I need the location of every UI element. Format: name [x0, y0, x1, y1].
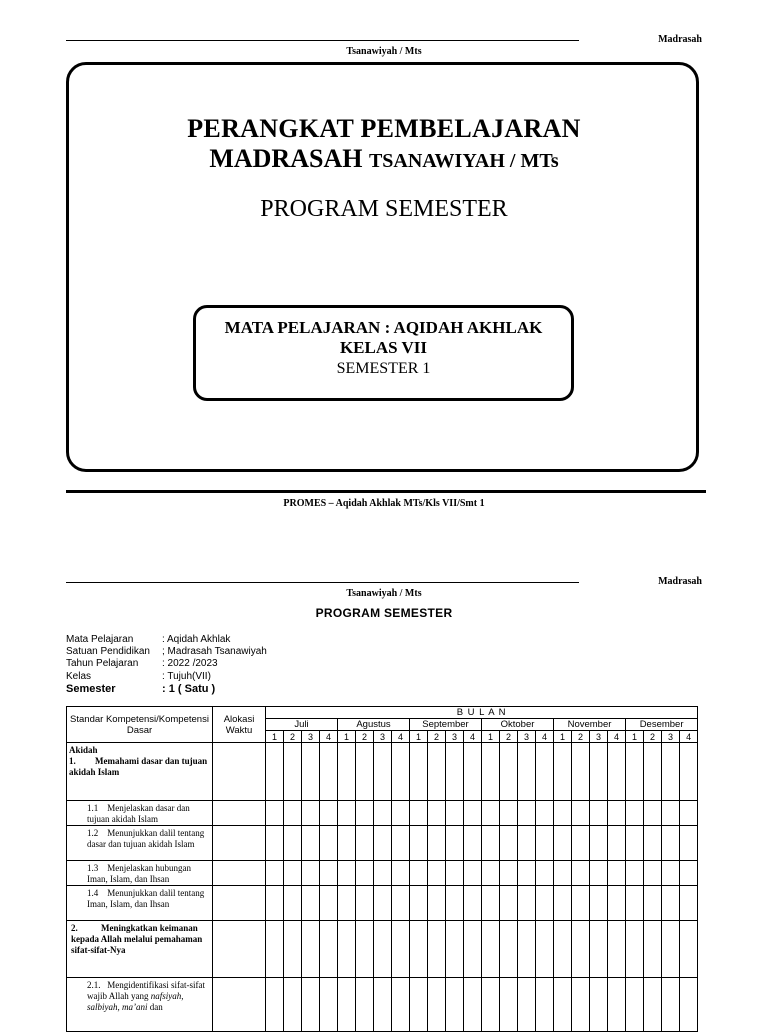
week-cell [536, 826, 554, 861]
info-value: : Aqidah Akhlak [162, 634, 231, 645]
week-cell [338, 861, 356, 886]
week-cell [608, 743, 626, 801]
competency-cell [67, 743, 213, 801]
week-cell [374, 743, 392, 801]
info-label: Mata Pelajaran [66, 634, 134, 645]
week-cell [356, 861, 374, 886]
week-cell [356, 826, 374, 861]
table-row [67, 801, 698, 826]
week-cell [302, 743, 320, 801]
week-cell [554, 743, 572, 801]
class-line: KELAS VII [339, 338, 428, 357]
week-header: 1 [266, 731, 284, 743]
week-cell [374, 886, 392, 921]
week-cell [446, 861, 464, 886]
week-cell [680, 743, 698, 801]
competency-cell [67, 978, 213, 1032]
week-header: 1 [626, 731, 644, 743]
week-header: 4 [320, 731, 338, 743]
week-cell [536, 861, 554, 886]
cover-title-line1: PERANGKAT PEMBELAJARAN [187, 114, 581, 143]
week-cell [284, 743, 302, 801]
week-cell [482, 826, 500, 861]
week-cell [428, 886, 446, 921]
week-cell [302, 801, 320, 826]
info-label: Semester [66, 682, 116, 695]
week-cell [518, 801, 536, 826]
week-cell [572, 861, 590, 886]
cover-title-madrasah: MADRASAH [209, 144, 363, 173]
week-cell [392, 743, 410, 801]
week-cell [338, 826, 356, 861]
week-cell [446, 826, 464, 861]
week-cell [482, 886, 500, 921]
week-cell [500, 861, 518, 886]
kd-number: 1.4 [87, 888, 99, 898]
week-cell [482, 978, 500, 1032]
week-cell [446, 801, 464, 826]
week-cell [302, 978, 320, 1032]
week-cell [662, 826, 680, 861]
week-cell [500, 921, 518, 978]
col-alokasi-waktu: Alokasi Waktu [213, 707, 266, 743]
week-cell [428, 743, 446, 801]
week-cell [410, 826, 428, 861]
week-cell [590, 826, 608, 861]
week-cell [374, 826, 392, 861]
week-cell [428, 801, 446, 826]
week-header: 3 [374, 731, 392, 743]
week-cell [608, 861, 626, 886]
week-cell [374, 921, 392, 978]
week-cell [302, 921, 320, 978]
week-cell [680, 861, 698, 886]
week-cell [356, 886, 374, 921]
week-cell [536, 743, 554, 801]
week-cell [446, 978, 464, 1032]
week-cell [464, 801, 482, 826]
week-cell [518, 921, 536, 978]
week-cell [572, 921, 590, 978]
week-cell [608, 826, 626, 861]
week-cell [464, 743, 482, 801]
week-cell [626, 921, 644, 978]
week-header: 3 [662, 731, 680, 743]
week-cell [320, 921, 338, 978]
week-cell [644, 921, 662, 978]
week-cell [266, 886, 284, 921]
month-header: Oktober [482, 719, 554, 731]
week-header: 3 [302, 731, 320, 743]
week-cell [446, 886, 464, 921]
week-cell [392, 886, 410, 921]
info-value: : 2022 /2023 [162, 658, 218, 670]
cover-title-tsanawiyah: TSANAWIYAH / MTs [368, 150, 559, 172]
week-cell [284, 861, 302, 886]
week-cell [680, 801, 698, 826]
week-cell [410, 861, 428, 886]
week-cell [680, 886, 698, 921]
week-cell [572, 978, 590, 1032]
header-rule [66, 40, 579, 41]
week-cell [446, 921, 464, 978]
week-cell [410, 921, 428, 978]
week-cell [338, 801, 356, 826]
week-cell [500, 978, 518, 1032]
week-cell [338, 978, 356, 1032]
week-header: 2 [356, 731, 374, 743]
cover-program-semester: PROGRAM SEMESTER [260, 196, 508, 222]
kd-text: Menunjukkan dalil tentang Iman, Islam, dan Ihsan [87, 888, 205, 909]
week-cell [266, 826, 284, 861]
footer-rule [66, 490, 706, 493]
schedule-table [66, 706, 698, 1032]
week-header: 4 [680, 731, 698, 743]
week-cell [338, 743, 356, 801]
week-cell [572, 826, 590, 861]
week-cell [392, 826, 410, 861]
week-cell [338, 886, 356, 921]
col-bulan: B U L A N [266, 707, 698, 719]
week-cell [374, 978, 392, 1032]
week-cell [572, 886, 590, 921]
week-cell [626, 861, 644, 886]
week-header: 1 [554, 731, 572, 743]
cover-title-line2 [0, 144, 768, 174]
week-header: 4 [392, 731, 410, 743]
semester-line: SEMESTER 1 [336, 360, 431, 377]
kd-text-end: dan [149, 1002, 163, 1012]
week-cell [626, 743, 644, 801]
week-cell [644, 886, 662, 921]
week-cell [410, 886, 428, 921]
week-cell [374, 801, 392, 826]
week-cell [644, 743, 662, 801]
table-row [67, 826, 698, 861]
header-tsanawiyah: Tsanawiyah / Mts [346, 46, 422, 57]
header-madrasah: Madrasah [658, 34, 702, 45]
competency-cell [67, 921, 213, 978]
alokasi-cell [213, 801, 266, 826]
info-value: : Tujuh(VII) [162, 670, 211, 682]
week-cell [554, 886, 572, 921]
kd-text: Menunjukkan dalil tentang dasar dan tujuan akidah Islam [87, 828, 205, 849]
week-cell [428, 921, 446, 978]
kd-number: 1.3 [87, 863, 99, 873]
week-cell [662, 886, 680, 921]
alokasi-cell [213, 921, 266, 978]
week-cell [608, 801, 626, 826]
week-cell [662, 861, 680, 886]
week-cell [536, 801, 554, 826]
program-semester-title: PROGRAM SEMESTER [315, 606, 453, 620]
kd-number: 1.1 [87, 803, 99, 813]
week-cell [266, 978, 284, 1032]
month-header: Desember [626, 719, 698, 731]
week-cell [428, 861, 446, 886]
week-cell [266, 743, 284, 801]
week-cell [680, 978, 698, 1032]
week-cell [482, 861, 500, 886]
week-cell [500, 886, 518, 921]
week-cell [662, 743, 680, 801]
week-cell [590, 978, 608, 1032]
kd-number: 1.2 [87, 828, 99, 838]
week-cell [482, 921, 500, 978]
competency-cell [67, 826, 213, 861]
week-header: 4 [464, 731, 482, 743]
kompetensi-text: Meningkatkan keimanan kepada Allah melalui pemahaman sifat-sifat-Nya [71, 923, 203, 955]
week-cell [644, 826, 662, 861]
month-header: Juli [266, 719, 338, 731]
week-header: 4 [536, 731, 554, 743]
week-header: 1 [410, 731, 428, 743]
competency-cell [67, 886, 213, 921]
table-row [67, 743, 698, 801]
week-cell [590, 801, 608, 826]
week-cell [554, 826, 572, 861]
week-cell [356, 978, 374, 1032]
week-cell [374, 861, 392, 886]
week-cell [680, 921, 698, 978]
kd-number: 2.1. [87, 980, 101, 990]
week-header: 1 [482, 731, 500, 743]
week-cell [680, 826, 698, 861]
week-header: 1 [338, 731, 356, 743]
week-cell [662, 921, 680, 978]
week-cell [572, 743, 590, 801]
week-cell [500, 801, 518, 826]
week-cell [608, 978, 626, 1032]
week-cell [554, 861, 572, 886]
week-cell [662, 801, 680, 826]
week-cell [410, 743, 428, 801]
week-cell [464, 921, 482, 978]
table-row [67, 886, 698, 921]
week-cell [464, 826, 482, 861]
header-tsanawiyah: Tsanawiyah / Mts [346, 588, 422, 599]
week-cell [392, 861, 410, 886]
week-cell [266, 801, 284, 826]
week-cell [518, 743, 536, 801]
week-cell [356, 743, 374, 801]
week-cell [428, 826, 446, 861]
week-cell [518, 826, 536, 861]
kompetensi-text: Memahami dasar dan tujuan akidah Islam [69, 756, 208, 777]
month-header: September [410, 719, 482, 731]
week-cell [392, 978, 410, 1032]
week-cell [644, 978, 662, 1032]
week-header: 2 [644, 731, 662, 743]
week-cell [626, 886, 644, 921]
alokasi-cell [213, 743, 266, 801]
page-footer: PROMES – Aqidah Akhlak MTs/Kls VII/Smt 1 [283, 498, 485, 509]
week-cell [500, 826, 518, 861]
info-value: ; Madrasah Tsanawiyah [162, 646, 267, 658]
week-cell [554, 978, 572, 1032]
week-cell [356, 921, 374, 978]
week-header: 3 [518, 731, 536, 743]
week-header: 4 [608, 731, 626, 743]
subject-line: MATA PELAJARAN : AQIDAH AKHLAK [224, 318, 543, 337]
week-cell [302, 861, 320, 886]
alokasi-cell [213, 826, 266, 861]
week-cell [302, 826, 320, 861]
alokasi-cell [213, 886, 266, 921]
week-cell [590, 861, 608, 886]
info-label: Tahun Pelajaran [66, 658, 139, 670]
week-cell [284, 886, 302, 921]
alokasi-cell [213, 978, 266, 1032]
week-header: 2 [428, 731, 446, 743]
section-heading: Akidah [69, 745, 98, 755]
info-label: Kelas [66, 670, 92, 682]
subject-box [193, 305, 574, 401]
week-cell [410, 801, 428, 826]
week-cell [554, 921, 572, 978]
info-value: : 1 ( Satu ) [162, 682, 216, 695]
week-cell [464, 978, 482, 1032]
week-cell [428, 978, 446, 1032]
week-cell [590, 921, 608, 978]
week-cell [608, 921, 626, 978]
week-cell [644, 801, 662, 826]
week-cell [320, 801, 338, 826]
week-cell [320, 978, 338, 1032]
week-cell [392, 921, 410, 978]
week-cell [554, 801, 572, 826]
week-cell [338, 921, 356, 978]
week-cell [518, 978, 536, 1032]
kd-text: Menjelaskan dasar dan tujuan akidah Islam [87, 803, 190, 824]
competency-cell [67, 801, 213, 826]
week-cell [392, 801, 410, 826]
header-madrasah: Madrasah [658, 576, 702, 587]
week-cell [536, 921, 554, 978]
week-cell [572, 801, 590, 826]
week-cell [464, 861, 482, 886]
kd-text: Mengidentifikasi sifat-sifat wajib Allah yang [87, 980, 205, 1001]
table-row [67, 978, 698, 1032]
week-header: 3 [590, 731, 608, 743]
header-rule [66, 582, 579, 583]
week-cell [302, 886, 320, 921]
week-cell [266, 921, 284, 978]
table-row [67, 921, 698, 978]
kompetensi-number: 2. [71, 923, 78, 933]
week-cell [284, 978, 302, 1032]
week-cell [626, 801, 644, 826]
week-header: 2 [500, 731, 518, 743]
week-cell [626, 826, 644, 861]
week-cell [320, 861, 338, 886]
week-cell [464, 886, 482, 921]
week-cell [518, 861, 536, 886]
week-cell [320, 743, 338, 801]
week-cell [500, 743, 518, 801]
kompetensi-number: 1. [69, 756, 76, 766]
week-cell [536, 886, 554, 921]
week-cell [590, 743, 608, 801]
week-cell [608, 886, 626, 921]
week-header: 3 [446, 731, 464, 743]
week-cell [356, 801, 374, 826]
week-cell [644, 861, 662, 886]
table-header-row [67, 707, 698, 719]
week-cell [590, 886, 608, 921]
week-cell [518, 886, 536, 921]
week-cell [536, 978, 554, 1032]
week-cell [284, 921, 302, 978]
week-cell [626, 978, 644, 1032]
month-header: Agustus [338, 719, 410, 731]
alokasi-cell [213, 861, 266, 886]
month-header: November [554, 719, 626, 731]
week-cell [410, 978, 428, 1032]
week-cell [266, 861, 284, 886]
week-cell [284, 801, 302, 826]
week-cell [446, 743, 464, 801]
kd-text-italic: nafsiyah, salbiyah, ma’ani [87, 991, 184, 1012]
table-row [67, 861, 698, 886]
week-header: 2 [572, 731, 590, 743]
week-cell [662, 978, 680, 1032]
competency-cell [67, 861, 213, 886]
week-cell [284, 826, 302, 861]
week-cell [482, 743, 500, 801]
col-standar-kompetensi: Standar Kompetensi/Kompetensi Dasar [67, 707, 213, 743]
week-cell [320, 886, 338, 921]
info-label: Satuan Pendidikan [66, 646, 150, 658]
week-cell [482, 801, 500, 826]
week-header: 2 [284, 731, 302, 743]
week-cell [320, 826, 338, 861]
kd-text: Menjelaskan hubungan Iman, Islam, dan Ihsan [87, 863, 191, 884]
